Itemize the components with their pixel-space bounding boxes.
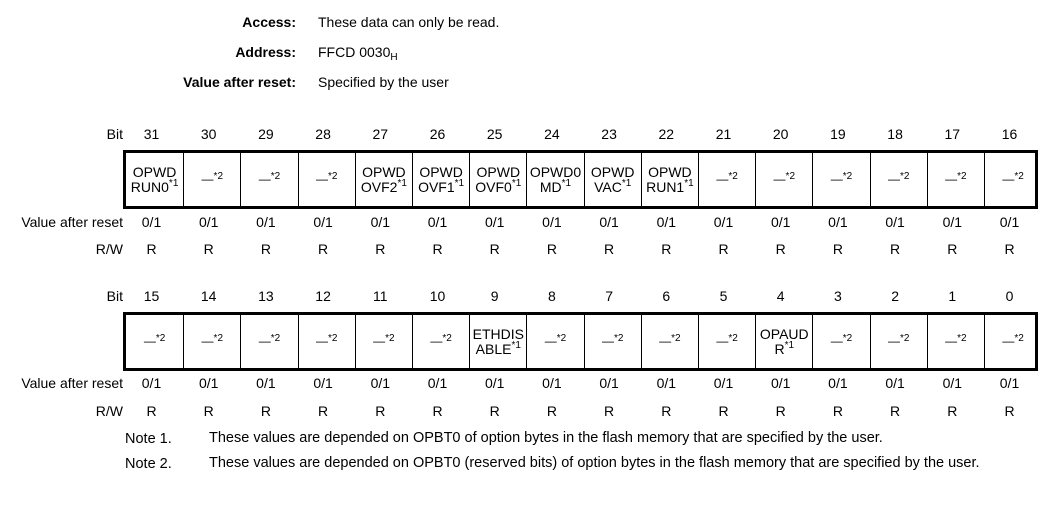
note-ref: *2 (270, 333, 281, 344)
rw-value: R (203, 241, 214, 257)
reset-value: 0/1 (256, 375, 276, 391)
note-ref: *2 (1014, 333, 1024, 344)
reset-value: 0/1 (713, 375, 734, 391)
bit-number: 10 (429, 288, 446, 304)
note-1-label: Note 1. (125, 431, 172, 447)
bit-field-name (716, 172, 737, 187)
reserved-bit-cell (698, 315, 755, 368)
bit-number: 23 (601, 126, 617, 142)
bit-number: 18 (887, 126, 903, 142)
bit-field-name (545, 334, 566, 349)
bit-number: 13 (258, 288, 274, 304)
reserved-bit-cell (126, 315, 183, 368)
field-name-line1: OPWD (419, 163, 463, 180)
bit-field-name (473, 327, 524, 357)
reset-label: Value after reset: (183, 74, 296, 90)
bit-field-name (202, 172, 223, 187)
note-ref: *2 (327, 171, 338, 182)
field-name-line1: OPAUD (759, 325, 809, 342)
rw-value: R (318, 403, 329, 419)
reserved-dash: — (945, 334, 958, 348)
bit-field-name (316, 172, 337, 187)
upper-register-box (123, 150, 1038, 209)
bit-field-name (760, 327, 809, 357)
bit-field-name (602, 334, 623, 349)
reset-value: 0/1 (198, 375, 219, 391)
note-ref: *1 (397, 177, 407, 189)
reset-value: 0/1 (484, 375, 505, 391)
reserved-bit-cell (298, 153, 355, 206)
reset-value: 0/1 (313, 375, 333, 391)
reserved-dash: — (258, 334, 271, 348)
bit-field-cell (355, 153, 412, 206)
reserved-bit-cell (412, 315, 469, 368)
bit-number: 5 (719, 288, 728, 304)
note-1-text: These values are depended on OPBT0 of option bytes in the flash memory that are specified by the user. (209, 430, 883, 446)
reserved-bit-cell (755, 153, 812, 206)
rw-value: R (661, 403, 672, 419)
reset-value: 0/1 (942, 375, 963, 391)
reserved-dash: — (315, 172, 328, 186)
field-name-line1: OPWD (132, 163, 177, 180)
rw-value: R (375, 241, 386, 257)
bit-field-cell (526, 153, 583, 206)
reset-value: 0/1 (770, 214, 791, 230)
note-ref: *2 (442, 333, 452, 344)
reset-value: 0/1 (427, 214, 448, 230)
reserved-bit-cell (183, 153, 240, 206)
reserved-bit-cell (240, 315, 297, 368)
field-name-line2: OVF1 (418, 178, 455, 195)
reset-value: 0/1 (999, 214, 1020, 230)
reset-value: 0/1 (141, 375, 162, 391)
bit-field-name (530, 165, 581, 195)
note-ref: *1 (621, 177, 632, 189)
reserved-bit-cell (526, 315, 583, 368)
reserved-dash: — (201, 172, 214, 186)
bit-number: 3 (833, 288, 842, 304)
reset-value: Specified by the user (318, 74, 449, 90)
field-name-line2: R (774, 340, 785, 357)
bit-number: 4 (776, 288, 785, 304)
field-name-line2: MD (539, 178, 562, 195)
reserved-bit-cell (927, 153, 984, 206)
note-ref: *1 (454, 177, 465, 189)
bit-number: 30 (200, 126, 217, 142)
bit-field-name (659, 334, 680, 349)
note-ref: *2 (556, 333, 567, 344)
note-ref: *2 (213, 333, 223, 344)
address-hex-suffix: H (390, 52, 398, 63)
bit-number: 2 (891, 288, 899, 304)
bit-number: 28 (315, 126, 331, 142)
reset-value: 0/1 (656, 214, 677, 230)
reserved-dash: — (315, 334, 328, 348)
reserved-bit-cell (870, 315, 927, 368)
note-ref: *1 (168, 177, 179, 189)
reserved-bit-cell (698, 153, 755, 206)
reset-value: 0/1 (542, 375, 562, 391)
rw-value: R (546, 241, 557, 257)
reserved-dash: — (945, 172, 958, 186)
reserved-dash: — (544, 334, 557, 348)
rw-value: R (661, 241, 672, 257)
bit-number: 25 (486, 126, 503, 142)
reserved-bit-cell (298, 315, 355, 368)
reserved-dash: — (887, 334, 900, 348)
note-2-text: These values are depended on OPBT0 (reserved bits) of option bytes in the flash memory that are specified by the user. (209, 455, 980, 471)
note-ref: *2 (155, 333, 166, 344)
bit-field-name (646, 165, 694, 195)
note-ref: *2 (899, 333, 910, 344)
bit-field-cell (469, 153, 526, 206)
upper-reset-label: Value after reset (21, 214, 123, 230)
bit-field-name (475, 165, 521, 195)
reserved-dash: — (716, 334, 729, 348)
note-ref: *2 (785, 171, 795, 182)
reset-value: 0/1 (256, 214, 276, 230)
bit-number: 0 (1005, 288, 1014, 304)
bit-number: 21 (715, 126, 732, 142)
reserved-dash: — (659, 334, 672, 348)
bit-field-name (361, 165, 407, 195)
bit-number: 14 (200, 288, 217, 304)
rw-value: R (718, 241, 729, 257)
bit-field-name (202, 334, 223, 349)
reserved-dash: — (143, 334, 156, 348)
note-ref: *1 (684, 177, 694, 189)
bit-number: 8 (547, 288, 556, 304)
reserved-dash: — (830, 172, 843, 186)
rw-value: R (1004, 403, 1015, 419)
field-name-line2: OVF2 (360, 178, 398, 195)
lower-rw-label: R/W (95, 403, 123, 419)
reset-value: 0/1 (542, 214, 562, 230)
note-ref: *2 (671, 333, 681, 344)
reserved-bit-cell (870, 153, 927, 206)
note-ref: *2 (613, 333, 624, 344)
lower-bit-label: Bit (106, 288, 123, 304)
reset-value: 0/1 (942, 214, 963, 230)
field-name-line1: OPWD (648, 163, 692, 180)
reserved-dash: — (430, 334, 443, 348)
reset-value: 0/1 (999, 375, 1020, 391)
rw-value: R (375, 403, 386, 419)
reset-value: 0/1 (599, 375, 619, 391)
rw-value: R (432, 403, 443, 419)
bit-number: 16 (1001, 126, 1018, 142)
rw-value: R (890, 403, 901, 419)
reserved-dash: — (830, 334, 843, 348)
rw-value: R (775, 403, 786, 419)
address-value (318, 44, 398, 63)
reserved-dash: — (1002, 172, 1015, 186)
bit-field-name (591, 165, 635, 195)
note-ref: *2 (270, 171, 281, 182)
bit-field-cell (126, 153, 183, 206)
reset-value: 0/1 (885, 375, 905, 391)
note-ref: *1 (511, 339, 521, 351)
rw-value: R (203, 403, 214, 419)
rw-value: R (318, 241, 329, 257)
rw-value: R (832, 241, 843, 257)
rw-value: R (146, 403, 157, 419)
rw-value: R (890, 241, 901, 257)
bit-field-cell (584, 153, 641, 206)
rw-value: R (947, 403, 958, 419)
note-2-label: Note 2. (125, 456, 172, 472)
address-label: Address: (235, 44, 296, 60)
field-name-line1: OPWD (590, 163, 635, 180)
rw-value: R (718, 403, 729, 419)
note-ref: *2 (957, 171, 967, 182)
bit-field-name (888, 172, 909, 187)
reserved-dash: — (1002, 334, 1015, 348)
bit-field-name (1002, 334, 1023, 349)
bit-field-name (430, 334, 451, 349)
field-name-line1: OPWD0 (529, 163, 582, 180)
lower-reset-label: Value after reset (21, 375, 123, 391)
reserved-bit-cell (355, 315, 412, 368)
bit-field-name (316, 334, 337, 349)
note-ref: *1 (561, 177, 572, 189)
bit-field-name (716, 334, 737, 349)
bit-field-name (373, 334, 394, 349)
note-ref: *2 (899, 171, 910, 182)
reset-value: 0/1 (770, 375, 791, 391)
rw-value: R (775, 241, 786, 257)
reset-value: 0/1 (484, 214, 505, 230)
note-ref: *2 (842, 171, 853, 182)
bit-number: 24 (544, 126, 560, 142)
reset-value: 0/1 (370, 375, 391, 391)
rw-value: R (146, 241, 157, 257)
bit-number: 20 (772, 126, 789, 142)
reserved-bit-cell (812, 315, 869, 368)
reset-value: 0/1 (427, 375, 448, 391)
rw-value: R (1004, 241, 1015, 257)
reserved-bit-cell (927, 315, 984, 368)
note-ref: *2 (842, 333, 853, 344)
bit-field-name (418, 165, 464, 195)
bit-number: 1 (948, 288, 957, 304)
bit-field-name (831, 334, 852, 349)
reset-value: 0/1 (828, 214, 848, 230)
reset-value: 0/1 (198, 214, 219, 230)
rw-value: R (832, 403, 843, 419)
reset-value: 0/1 (313, 214, 333, 230)
rw-value: R (947, 241, 958, 257)
bit-field-name (144, 334, 165, 349)
reserved-bit-cell (584, 315, 641, 368)
bit-field-name (1002, 172, 1023, 187)
reset-value: 0/1 (713, 214, 734, 230)
upper-bit-label: Bit (106, 126, 123, 142)
rw-value: R (604, 241, 615, 257)
bit-number: 17 (944, 126, 961, 142)
reset-value: 0/1 (141, 214, 162, 230)
access-value: These data can only be read. (318, 14, 500, 30)
bit-number: 11 (373, 288, 388, 304)
reserved-dash: — (601, 334, 614, 348)
reset-value: 0/1 (828, 375, 848, 391)
rw-value: R (489, 403, 500, 419)
note-ref: *1 (784, 339, 795, 351)
bit-number: 9 (490, 288, 499, 304)
reserved-dash: — (716, 172, 729, 186)
note-ref: *2 (728, 171, 738, 182)
rw-value: R (546, 403, 557, 419)
access-label: Access: (242, 14, 296, 30)
field-name-line2: VAC (594, 178, 622, 195)
reset-value: 0/1 (599, 214, 619, 230)
reserved-bit-cell (183, 315, 240, 368)
field-name-line1: OPWD (362, 163, 406, 180)
bit-field-name (945, 334, 966, 349)
bit-number: 19 (830, 126, 846, 142)
bit-field-name (259, 334, 280, 349)
bit-number: 12 (315, 288, 331, 304)
note-ref: *2 (957, 333, 967, 344)
reserved-dash: — (201, 334, 214, 348)
rw-value: R (489, 241, 500, 257)
bit-field-name (945, 172, 966, 187)
reserved-bit-cell (812, 153, 869, 206)
reserved-bit-cell (240, 153, 297, 206)
reserved-bit-cell (984, 315, 1041, 368)
bit-field-name (131, 165, 179, 195)
field-name-line2: RUN1 (646, 178, 685, 195)
bit-field-cell (469, 315, 526, 368)
reserved-bit-cell (984, 153, 1041, 206)
bit-field-name (259, 172, 280, 187)
note-ref: *2 (1014, 171, 1024, 182)
reset-value: 0/1 (370, 214, 391, 230)
reserved-bit-cell (641, 315, 698, 368)
bit-number: 15 (143, 288, 160, 304)
field-name-line2: ABLE (475, 340, 512, 357)
bit-number: 29 (258, 126, 274, 142)
bit-number: 7 (605, 288, 613, 304)
field-name-line2: OVF0 (475, 178, 512, 195)
lower-register-box (123, 312, 1038, 371)
reserved-dash: — (373, 334, 386, 348)
bit-field-cell (755, 315, 812, 368)
rw-value: R (260, 403, 271, 419)
bit-field-cell (641, 153, 698, 206)
bit-number: 31 (143, 126, 160, 142)
reserved-dash: — (258, 172, 271, 186)
reset-value: 0/1 (885, 214, 905, 230)
note-ref: *2 (327, 333, 338, 344)
rw-value: R (260, 241, 271, 257)
bit-field-name (774, 172, 795, 187)
bit-field-cell (412, 153, 469, 206)
rw-value: R (432, 241, 443, 257)
bit-field-name (888, 334, 909, 349)
address-number: FFCD 0030 (318, 44, 391, 60)
field-name-line1: ETHDIS (472, 325, 524, 342)
reserved-dash: — (887, 172, 900, 186)
bit-number: 6 (662, 288, 671, 304)
reserved-dash: — (773, 172, 786, 186)
note-ref: *2 (385, 333, 395, 344)
field-name-line1: OPWD (476, 163, 521, 180)
field-name-line2: RUN0 (130, 178, 169, 195)
bit-number: 22 (658, 126, 675, 142)
bit-number: 27 (372, 126, 389, 142)
upper-rw-label: R/W (95, 241, 123, 257)
note-ref: *2 (213, 171, 223, 182)
bit-field-name (831, 172, 852, 187)
note-ref: *1 (511, 177, 522, 189)
note-ref: *2 (728, 333, 738, 344)
bit-number: 26 (429, 126, 446, 142)
reset-value: 0/1 (656, 375, 677, 391)
rw-value: R (604, 403, 615, 419)
